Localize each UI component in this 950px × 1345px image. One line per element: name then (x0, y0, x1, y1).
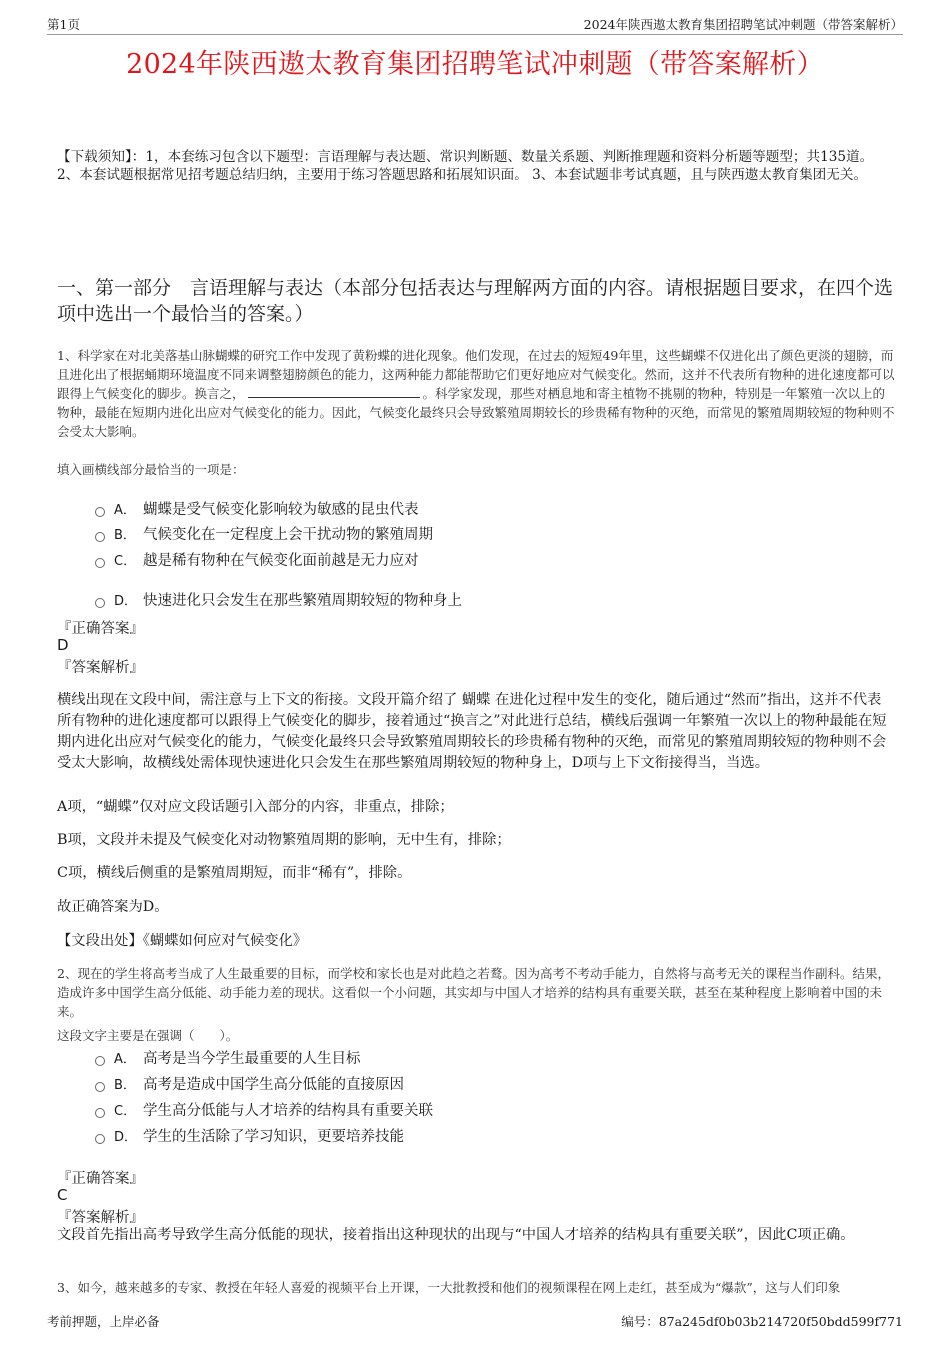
document-code: 编号：87a245df0b03b214720f50bdd599f771 (621, 1314, 903, 1329)
header-doc-title: 2024年陕西遨太教育集团招聘笔试冲刺题（带答案解析） (583, 17, 903, 32)
question-2-prompt: 这段文字主要是在强调（ ）。 (57, 1028, 239, 1043)
page-header (47, 12, 903, 35)
question-1-stem: 1、科学家在对北美落基山脉蝴蝶的研究工作中发现了黄粉蝶的进化现象。他们发现，在过去的短短49年里，这些蝴蝶不仅进化出了颜色更淡的翅膀，而且进化出了根据蛹期环境温度不同来调整翅膀颜色的能力，这两种能力都能帮助它们更好地应对气候变化。然而，这并不代表所有物种的进化速度都可以跟得上气候变化的脚步。换言之， 。科学家发现，那些对栖息地和寄主植物不挑剔的物种，特别是一年繁殖一次以上的物种，最能在短期内进化出应对气候变化的能力。因此，气候变化最终只会导致繁殖周期较长的珍贵稀有物种的灭绝，而常见的繁殖周期较短的物种则不会受太大影响。 (57, 348, 895, 439)
q1-option-d[interactable]: D． 快速进化只会发生在那些繁殖周期较短的物种身上 (95, 589, 462, 609)
radio-icon[interactable] (95, 598, 105, 608)
radio-icon[interactable] (95, 507, 105, 517)
page-title: 2024年陕西遨太教育集团招聘笔试冲刺题（带答案解析） (126, 49, 824, 80)
q1-analysis-c: C项，横线后侧重的是繁殖周期短，而非“稀有”，排除。 (57, 865, 412, 881)
q2-option-a[interactable]: A． 高考是当今学生最重要的人生目标 (95, 1047, 361, 1067)
q2-option-c[interactable]: C． 学生高分低能与人才培养的结构具有重要关联 (95, 1099, 433, 1119)
q1-option-a[interactable]: A． 蝴蝶是受气候变化影响较为敏感的昆虫代表 (95, 498, 419, 518)
q1-analysis-a: A项，“蝴蝶”仅对应文段话题引入部分的内容，非重点，排除； (57, 799, 454, 815)
radio-icon[interactable] (95, 1108, 105, 1118)
q1-answer-label: 『正确答案』 (57, 621, 144, 637)
q2-answer-label: 『正确答案』 (57, 1171, 144, 1187)
page-number: 第1页 (47, 17, 80, 32)
question-2-stem: 2、现在的学生将高考当成了人生最重要的目标，而学校和家长也是对此趋之若鹜。因为高考不考动手能力，自然将与高考无关的课程当作副科。结果，造成许多中国学生高分低能、动手能力差的现状。这看似一个小问题，其实却与中国人才培养的结构具有重要关联，甚至在某种程度上影响着中国的未来。 (57, 966, 890, 1019)
q2-analysis-label: 『答案解析』 (57, 1210, 144, 1226)
question-3-stem: 3、如今，越来越多的专家、教授在年轻人喜爱的视频平台上开课，一大批教授和他们的视频课程在网上走红，甚至成为“爆款”，这与人们印象 (57, 1280, 841, 1295)
q2-option-d[interactable]: D． 学生的生活除了学习知识，更要培养技能 (95, 1125, 404, 1145)
q2-analysis: 文段首先指出高考导致学生高分低能的现状，接着指出这种现状的出现与“中国人才培养的结构具有重要关联”，因此C项正确。 (57, 1227, 855, 1243)
radio-icon[interactable] (95, 558, 105, 568)
q1-option-c[interactable]: C． 越是稀有物种在气候变化面前越是无力应对 (95, 549, 419, 569)
q1-analysis-b: B项，文段并未提及气候变化对动物繁殖周期的影响，无中生有，排除； (57, 832, 511, 848)
q1-source: 【文段出处】《蝴蝶如何应对气候变化》 (57, 933, 308, 949)
q1-analysis-main: 横线出现在文段中间，需注意与上下文的衔接。文段开篇介绍了 蝴蝶 在进化过程中发生的变化，随后通过“然而”指出，这并不代表所有物种的进化速度都可以跟得上气候变化的脚步，接着通过“换言之”对此进行总结，横线后强调一年繁殖一次以上的物种最能在短期内进化出应对气候变化的能力，气候变化最终只会导致繁殖周期较长的珍贵稀有物种的灭绝，而常见的繁殖周期较短的物种则不会受太大影响，故横线处需体现快速进化只会发生在那些繁殖周期较短的物种身上，D项与上下文衔接得当，当选。 (57, 692, 887, 771)
q1-answer: D (57, 636, 69, 654)
q1-option-b[interactable]: B． 气候变化在一定程度上会干扰动物的繁殖周期 (95, 523, 433, 543)
radio-icon[interactable] (95, 1134, 105, 1144)
download-notice: 【下载须知】：1，本套练习包含以下题型：言语理解与表达题、常识判断题、数量关系题、判断推理题和资料分析题等题型；共135道。 2、本套试题根据常见招考题总结归纳，主要用于练习答题思路和拓展知识面。 3、本套试题非考试真题，且与陕西遨太教育集团无关。 (57, 149, 874, 183)
section-heading: 一、第一部分 言语理解与表达（本部分包括表达与理解两方面的内容。请根据题目要求，在四个选项中选出一个最恰当的答案。） (57, 277, 894, 325)
footer-slogan: 考前押题，上岸必备 (47, 1314, 160, 1329)
question-1-prompt: 填入画横线部分最恰当的一项是： (57, 462, 245, 477)
q2-answer: C (57, 1186, 68, 1204)
q1-analysis-conclusion: 故正确答案为D。 (57, 899, 169, 915)
q2-option-b[interactable]: B． 高考是造成中国学生高分低能的直接原因 (95, 1073, 404, 1093)
radio-icon[interactable] (95, 532, 105, 542)
radio-icon[interactable] (95, 1056, 105, 1066)
q1-analysis-label: 『答案解析』 (57, 660, 144, 676)
fill-blank (248, 385, 420, 398)
radio-icon[interactable] (95, 1082, 105, 1092)
